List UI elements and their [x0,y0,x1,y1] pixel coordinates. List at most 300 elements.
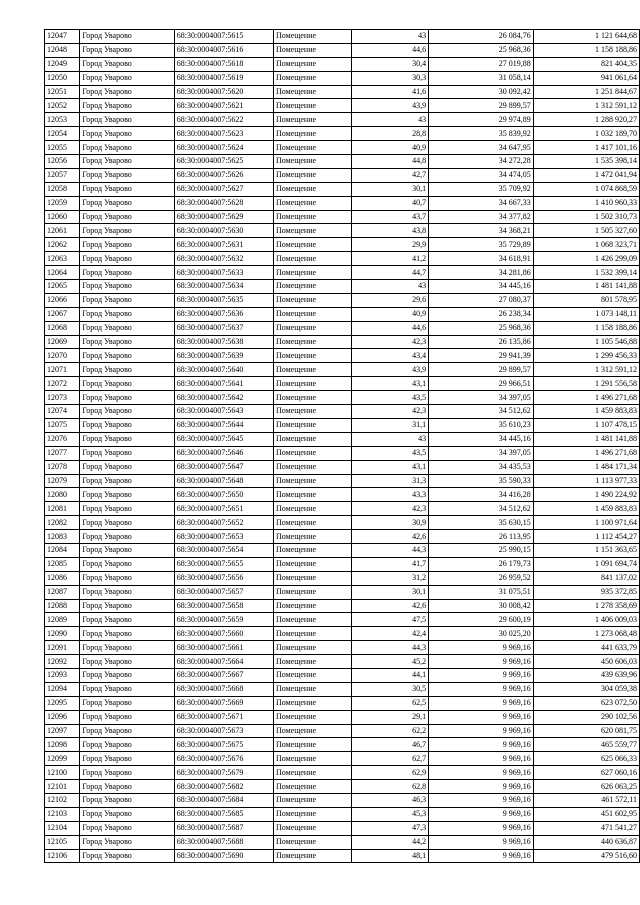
locality-cell: Город Уварово [80,196,174,210]
cadastral-value-cell: 941 061,64 [533,71,639,85]
table-row [45,668,640,682]
area-cell: 47,5 [351,613,428,627]
object-type-cell: Помещение [273,432,351,446]
object-type-cell: Помещение [273,127,351,141]
table-row [45,780,640,794]
table-row [45,293,640,307]
object-type-cell: Помещение [273,252,351,266]
unit-value-cell: 27 080,37 [429,293,534,307]
unit-value-cell: 35 610,23 [429,418,534,432]
row-number-cell: 12065 [45,280,80,294]
table-row [45,766,640,780]
table-row [45,238,640,252]
area-cell: 28,8 [351,127,428,141]
locality-cell: Город Уварово [80,724,174,738]
locality-cell: Город Уварово [80,238,174,252]
cadastral-value-cell: 1 158 188,86 [533,321,639,335]
row-number-cell: 12096 [45,710,80,724]
table-row [45,182,640,196]
table-row [45,418,640,432]
locality-cell: Город Уварово [80,266,174,280]
row-number-cell: 12066 [45,293,80,307]
locality-cell: Город Уварово [80,599,174,613]
cadastral-number-cell: 68:30:0004007:5625 [174,155,273,169]
cadastral-value-cell: 1 273 068,48 [533,627,639,641]
cadastral-value-cell: 1 299 456,33 [533,349,639,363]
unit-value-cell: 34 397,05 [429,446,534,460]
row-number-cell: 12049 [45,57,80,71]
row-number-cell: 12063 [45,252,80,266]
object-type-cell: Помещение [273,460,351,474]
table-row [45,99,640,113]
cadastral-number-cell: 68:30:0004007:5633 [174,266,273,280]
unit-value-cell: 34 397,05 [429,391,534,405]
locality-cell: Город Уварово [80,738,174,752]
row-number-cell: 12084 [45,543,80,557]
table-row [45,530,640,544]
unit-value-cell: 34 474,05 [429,168,534,182]
table-row [45,571,640,585]
locality-cell: Город Уварово [80,446,174,460]
unit-value-cell: 35 839,92 [429,127,534,141]
row-number-cell: 12062 [45,238,80,252]
area-cell: 62,2 [351,724,428,738]
cadastral-number-cell: 68:30:0004007:5668 [174,682,273,696]
locality-cell: Город Уварово [80,710,174,724]
table-row [45,696,640,710]
locality-cell: Город Уварово [80,516,174,530]
unit-value-cell: 9 969,16 [429,835,534,849]
locality-cell: Город Уварово [80,405,174,419]
locality-cell: Город Уварово [80,182,174,196]
cadastral-number-cell: 68:30:0004007:5622 [174,113,273,127]
cadastral-value-cell: 465 559,77 [533,738,639,752]
unit-value-cell: 29 941,39 [429,349,534,363]
table-row [45,432,640,446]
cadastral-value-cell: 440 636,87 [533,835,639,849]
object-type-cell: Помещение [273,85,351,99]
row-number-cell: 12060 [45,210,80,224]
unit-value-cell: 34 368,21 [429,224,534,238]
cadastral-value-cell: 1 074 868,59 [533,182,639,196]
cadastral-number-cell: 68:30:0004007:5642 [174,391,273,405]
area-cell: 42,3 [351,335,428,349]
locality-cell: Город Уварово [80,280,174,294]
cadastral-number-cell: 68:30:0004007:5676 [174,752,273,766]
cadastral-value-cell: 1 312 591,12 [533,99,639,113]
row-number-cell: 12092 [45,655,80,669]
area-cell: 30,3 [351,71,428,85]
table-row [45,127,640,141]
row-number-cell: 12100 [45,766,80,780]
locality-cell: Город Уварово [80,71,174,85]
row-number-cell: 12073 [45,391,80,405]
table-row [45,43,640,57]
object-type-cell: Помещение [273,224,351,238]
cadastral-value-cell: 1 151 363,65 [533,543,639,557]
cadastral-number-cell: 68:30:0004007:5675 [174,738,273,752]
row-number-cell: 12089 [45,613,80,627]
table-row [45,627,640,641]
table-row [45,363,640,377]
area-cell: 42,4 [351,627,428,641]
area-cell: 43 [351,280,428,294]
object-type-cell: Помещение [273,599,351,613]
cadastral-value-cell: 461 572,11 [533,793,639,807]
cadastral-number-cell: 68:30:0004007:5615 [174,30,273,44]
cadastral-number-cell: 68:30:0004007:5658 [174,599,273,613]
unit-value-cell: 9 969,16 [429,780,534,794]
unit-value-cell: 34 647,95 [429,141,534,155]
object-type-cell: Помещение [273,182,351,196]
unit-value-cell: 35 729,89 [429,238,534,252]
locality-cell: Город Уварово [80,127,174,141]
unit-value-cell: 34 667,33 [429,196,534,210]
cadastral-number-cell: 68:30:0004007:5671 [174,710,273,724]
area-cell: 42,6 [351,599,428,613]
object-type-cell: Помещение [273,43,351,57]
row-number-cell: 12091 [45,641,80,655]
locality-cell: Город Уварово [80,43,174,57]
row-number-cell: 12054 [45,127,80,141]
row-number-cell: 12061 [45,224,80,238]
locality-cell: Город Уварово [80,641,174,655]
locality-cell: Город Уварово [80,85,174,99]
area-cell: 30,1 [351,182,428,196]
cadastral-number-cell: 68:30:0004007:5657 [174,585,273,599]
area-cell: 45,3 [351,807,428,821]
cadastral-number-cell: 68:30:0004007:5634 [174,280,273,294]
row-number-cell: 12093 [45,668,80,682]
cadastral-value-cell: 1 032 189,70 [533,127,639,141]
unit-value-cell: 9 969,16 [429,710,534,724]
area-cell: 29,9 [351,238,428,252]
object-type-cell: Помещение [273,335,351,349]
unit-value-cell: 9 969,16 [429,655,534,669]
object-type-cell: Помещение [273,196,351,210]
object-type-cell: Помещение [273,488,351,502]
cadastral-value-cell: 1 068 323,71 [533,238,639,252]
unit-value-cell: 34 435,53 [429,460,534,474]
object-type-cell: Помещение [273,627,351,641]
area-cell: 43,4 [351,349,428,363]
table-row [45,516,640,530]
locality-cell: Город Уварово [80,655,174,669]
unit-value-cell: 9 969,16 [429,724,534,738]
locality-cell: Город Уварово [80,252,174,266]
cadastral-value-cell: 1 459 883,83 [533,405,639,419]
cadastral-number-cell: 68:30:0004007:5684 [174,793,273,807]
locality-cell: Город Уварово [80,349,174,363]
cadastral-value-cell: 1 490 224,92 [533,488,639,502]
cadastral-value-cell: 290 102,56 [533,710,639,724]
table-row [45,488,640,502]
unit-value-cell: 34 445,16 [429,432,534,446]
unit-value-cell: 34 445,16 [429,280,534,294]
object-type-cell: Помещение [273,516,351,530]
data-table [44,29,640,863]
cadastral-number-cell: 68:30:0004007:5624 [174,141,273,155]
unit-value-cell: 34 512,62 [429,502,534,516]
cadastral-value-cell: 1 113 977,33 [533,474,639,488]
table-row [45,252,640,266]
unit-value-cell: 9 969,16 [429,668,534,682]
table-row [45,724,640,738]
locality-cell: Город Уварово [80,168,174,182]
table-row [45,738,640,752]
locality-cell: Город Уварово [80,585,174,599]
cadastral-value-cell: 841 137,02 [533,571,639,585]
cadastral-value-cell: 1 496 271,68 [533,391,639,405]
cadastral-value-cell: 1 091 694,74 [533,557,639,571]
area-cell: 42,3 [351,405,428,419]
table-row [45,224,640,238]
table-row [45,141,640,155]
cadastral-value-cell: 623 072,50 [533,696,639,710]
area-cell: 43,5 [351,446,428,460]
table-row [45,599,640,613]
cadastral-value-cell: 1 278 358,69 [533,599,639,613]
table-row [45,168,640,182]
row-number-cell: 12067 [45,307,80,321]
row-number-cell: 12087 [45,585,80,599]
cadastral-number-cell: 68:30:0004007:5653 [174,530,273,544]
cadastral-number-cell: 68:30:0004007:5632 [174,252,273,266]
cadastral-value-cell: 441 633,79 [533,641,639,655]
object-type-cell: Помещение [273,849,351,863]
table-row [45,793,640,807]
object-type-cell: Помещение [273,391,351,405]
locality-cell: Город Уварово [80,488,174,502]
table-row [45,71,640,85]
object-type-cell: Помещение [273,280,351,294]
unit-value-cell: 25 968,36 [429,43,534,57]
object-type-cell: Помещение [273,446,351,460]
row-number-cell: 12052 [45,99,80,113]
area-cell: 43,9 [351,363,428,377]
cadastral-number-cell: 68:30:0004007:5626 [174,168,273,182]
area-cell: 42,3 [351,502,428,516]
object-type-cell: Помещение [273,99,351,113]
cadastral-number-cell: 68:30:0004007:5638 [174,335,273,349]
area-cell: 40,9 [351,141,428,155]
area-cell: 46,7 [351,738,428,752]
locality-cell: Город Уварово [80,668,174,682]
table-body [45,30,640,863]
area-cell: 30,5 [351,682,428,696]
table-row [45,210,640,224]
table-row [45,266,640,280]
area-cell: 43 [351,432,428,446]
table-row [45,113,640,127]
object-type-cell: Помещение [273,266,351,280]
cadastral-value-cell: 1 073 148,11 [533,307,639,321]
locality-cell: Город Уварово [80,849,174,863]
object-type-cell: Помещение [273,710,351,724]
locality-cell: Город Уварово [80,307,174,321]
unit-value-cell: 9 969,16 [429,641,534,655]
area-cell: 43 [351,113,428,127]
row-number-cell: 12105 [45,835,80,849]
row-number-cell: 12070 [45,349,80,363]
area-cell: 44,3 [351,641,428,655]
cadastral-number-cell: 68:30:0004007:5687 [174,821,273,835]
table-row [45,57,640,71]
area-cell: 43,5 [351,391,428,405]
cadastral-value-cell: 1 107 478,15 [533,418,639,432]
object-type-cell: Помещение [273,835,351,849]
unit-value-cell: 9 969,16 [429,696,534,710]
object-type-cell: Помещение [273,307,351,321]
cadastral-number-cell: 68:30:0004007:5637 [174,321,273,335]
locality-cell: Город Уварово [80,113,174,127]
area-cell: 62,9 [351,766,428,780]
table-row [45,710,640,724]
unit-value-cell: 29 600,19 [429,613,534,627]
unit-value-cell: 30 025,20 [429,627,534,641]
row-number-cell: 12090 [45,627,80,641]
table-row [45,543,640,557]
cadastral-number-cell: 68:30:0004007:5679 [174,766,273,780]
locality-cell: Город Уварово [80,502,174,516]
row-number-cell: 12076 [45,432,80,446]
unit-value-cell: 9 969,16 [429,849,534,863]
locality-cell: Город Уварово [80,30,174,44]
area-cell: 29,6 [351,293,428,307]
cadastral-value-cell: 1 472 041,94 [533,168,639,182]
object-type-cell: Помещение [273,363,351,377]
object-type-cell: Помещение [273,557,351,571]
area-cell: 43 [351,30,428,44]
table-row [45,321,640,335]
cadastral-value-cell: 304 059,38 [533,682,639,696]
cadastral-number-cell: 68:30:0004007:5616 [174,43,273,57]
locality-cell: Город Уварово [80,293,174,307]
locality-cell: Город Уварово [80,155,174,169]
row-number-cell: 12071 [45,363,80,377]
cadastral-value-cell: 451 602,95 [533,807,639,821]
locality-cell: Город Уварово [80,807,174,821]
cadastral-number-cell: 68:30:0004007:5628 [174,196,273,210]
row-number-cell: 12051 [45,85,80,99]
table-row [45,585,640,599]
area-cell: 44,7 [351,266,428,280]
cadastral-value-cell: 1 481 141,88 [533,280,639,294]
unit-value-cell: 34 377,82 [429,210,534,224]
cadastral-number-cell: 68:30:0004007:5664 [174,655,273,669]
area-cell: 43,1 [351,377,428,391]
table-row [45,85,640,99]
object-type-cell: Помещение [273,57,351,71]
area-cell: 62,7 [351,752,428,766]
unit-value-cell: 29 899,57 [429,99,534,113]
cadastral-value-cell: 627 060,16 [533,766,639,780]
area-cell: 30,4 [351,57,428,71]
cadastral-number-cell: 68:30:0004007:5659 [174,613,273,627]
cadastral-number-cell: 68:30:0004007:5630 [174,224,273,238]
unit-value-cell: 26 084,76 [429,30,534,44]
table-row [45,155,640,169]
unit-value-cell: 27 019,88 [429,57,534,71]
object-type-cell: Помещение [273,696,351,710]
unit-value-cell: 35 709,92 [429,182,534,196]
unit-value-cell: 34 281,86 [429,266,534,280]
cadastral-number-cell: 68:30:0004007:5621 [174,99,273,113]
object-type-cell: Помещение [273,377,351,391]
object-type-cell: Помещение [273,585,351,599]
locality-cell: Город Уварово [80,391,174,405]
unit-value-cell: 9 969,16 [429,821,534,835]
cadastral-number-cell: 68:30:0004007:5654 [174,543,273,557]
cadastral-number-cell: 68:30:0004007:5661 [174,641,273,655]
cadastral-number-cell: 68:30:0004007:5656 [174,571,273,585]
cadastral-number-cell: 68:30:0004007:5669 [174,696,273,710]
table-row [45,502,640,516]
cadastral-number-cell: 68:30:0004007:5651 [174,502,273,516]
area-cell: 48,1 [351,849,428,863]
area-cell: 44,2 [351,835,428,849]
row-number-cell: 12055 [45,141,80,155]
table-row [45,655,640,669]
locality-cell: Город Уварово [80,224,174,238]
object-type-cell: Помещение [273,655,351,669]
cadastral-number-cell: 68:30:0004007:5623 [174,127,273,141]
object-type-cell: Помещение [273,780,351,794]
locality-cell: Город Уварово [80,210,174,224]
table-row [45,835,640,849]
row-number-cell: 12077 [45,446,80,460]
area-cell: 44,8 [351,155,428,169]
object-type-cell: Помещение [273,752,351,766]
locality-cell: Город Уварово [80,99,174,113]
locality-cell: Город Уварово [80,752,174,766]
area-cell: 47,3 [351,821,428,835]
row-number-cell: 12059 [45,196,80,210]
object-type-cell: Помещение [273,321,351,335]
row-number-cell: 12085 [45,557,80,571]
row-number-cell: 12053 [45,113,80,127]
row-number-cell: 12069 [45,335,80,349]
cadastral-number-cell: 68:30:0004007:5650 [174,488,273,502]
cadastral-number-cell: 68:30:0004007:5644 [174,418,273,432]
cadastral-value-cell: 471 541,27 [533,821,639,835]
unit-value-cell: 9 969,16 [429,807,534,821]
unit-value-cell: 31 058,14 [429,71,534,85]
table-row [45,682,640,696]
unit-value-cell: 9 969,16 [429,682,534,696]
cadastral-number-cell: 68:30:0004007:5688 [174,835,273,849]
locality-cell: Город Уварово [80,766,174,780]
unit-value-cell: 34 618,91 [429,252,534,266]
cadastral-value-cell: 626 063,25 [533,780,639,794]
table-row [45,460,640,474]
locality-cell: Город Уварово [80,613,174,627]
unit-value-cell: 34 512,62 [429,405,534,419]
locality-cell: Город Уварово [80,682,174,696]
row-number-cell: 12098 [45,738,80,752]
unit-value-cell: 26 179,73 [429,557,534,571]
area-cell: 45,2 [351,655,428,669]
table-row [45,307,640,321]
locality-cell: Город Уварово [80,377,174,391]
area-cell: 44,1 [351,668,428,682]
cadastral-value-cell: 1 505 327,60 [533,224,639,238]
area-cell: 41,2 [351,252,428,266]
table-row [45,474,640,488]
cadastral-value-cell: 1 502 310,73 [533,210,639,224]
row-number-cell: 12078 [45,460,80,474]
area-cell: 46,3 [351,793,428,807]
